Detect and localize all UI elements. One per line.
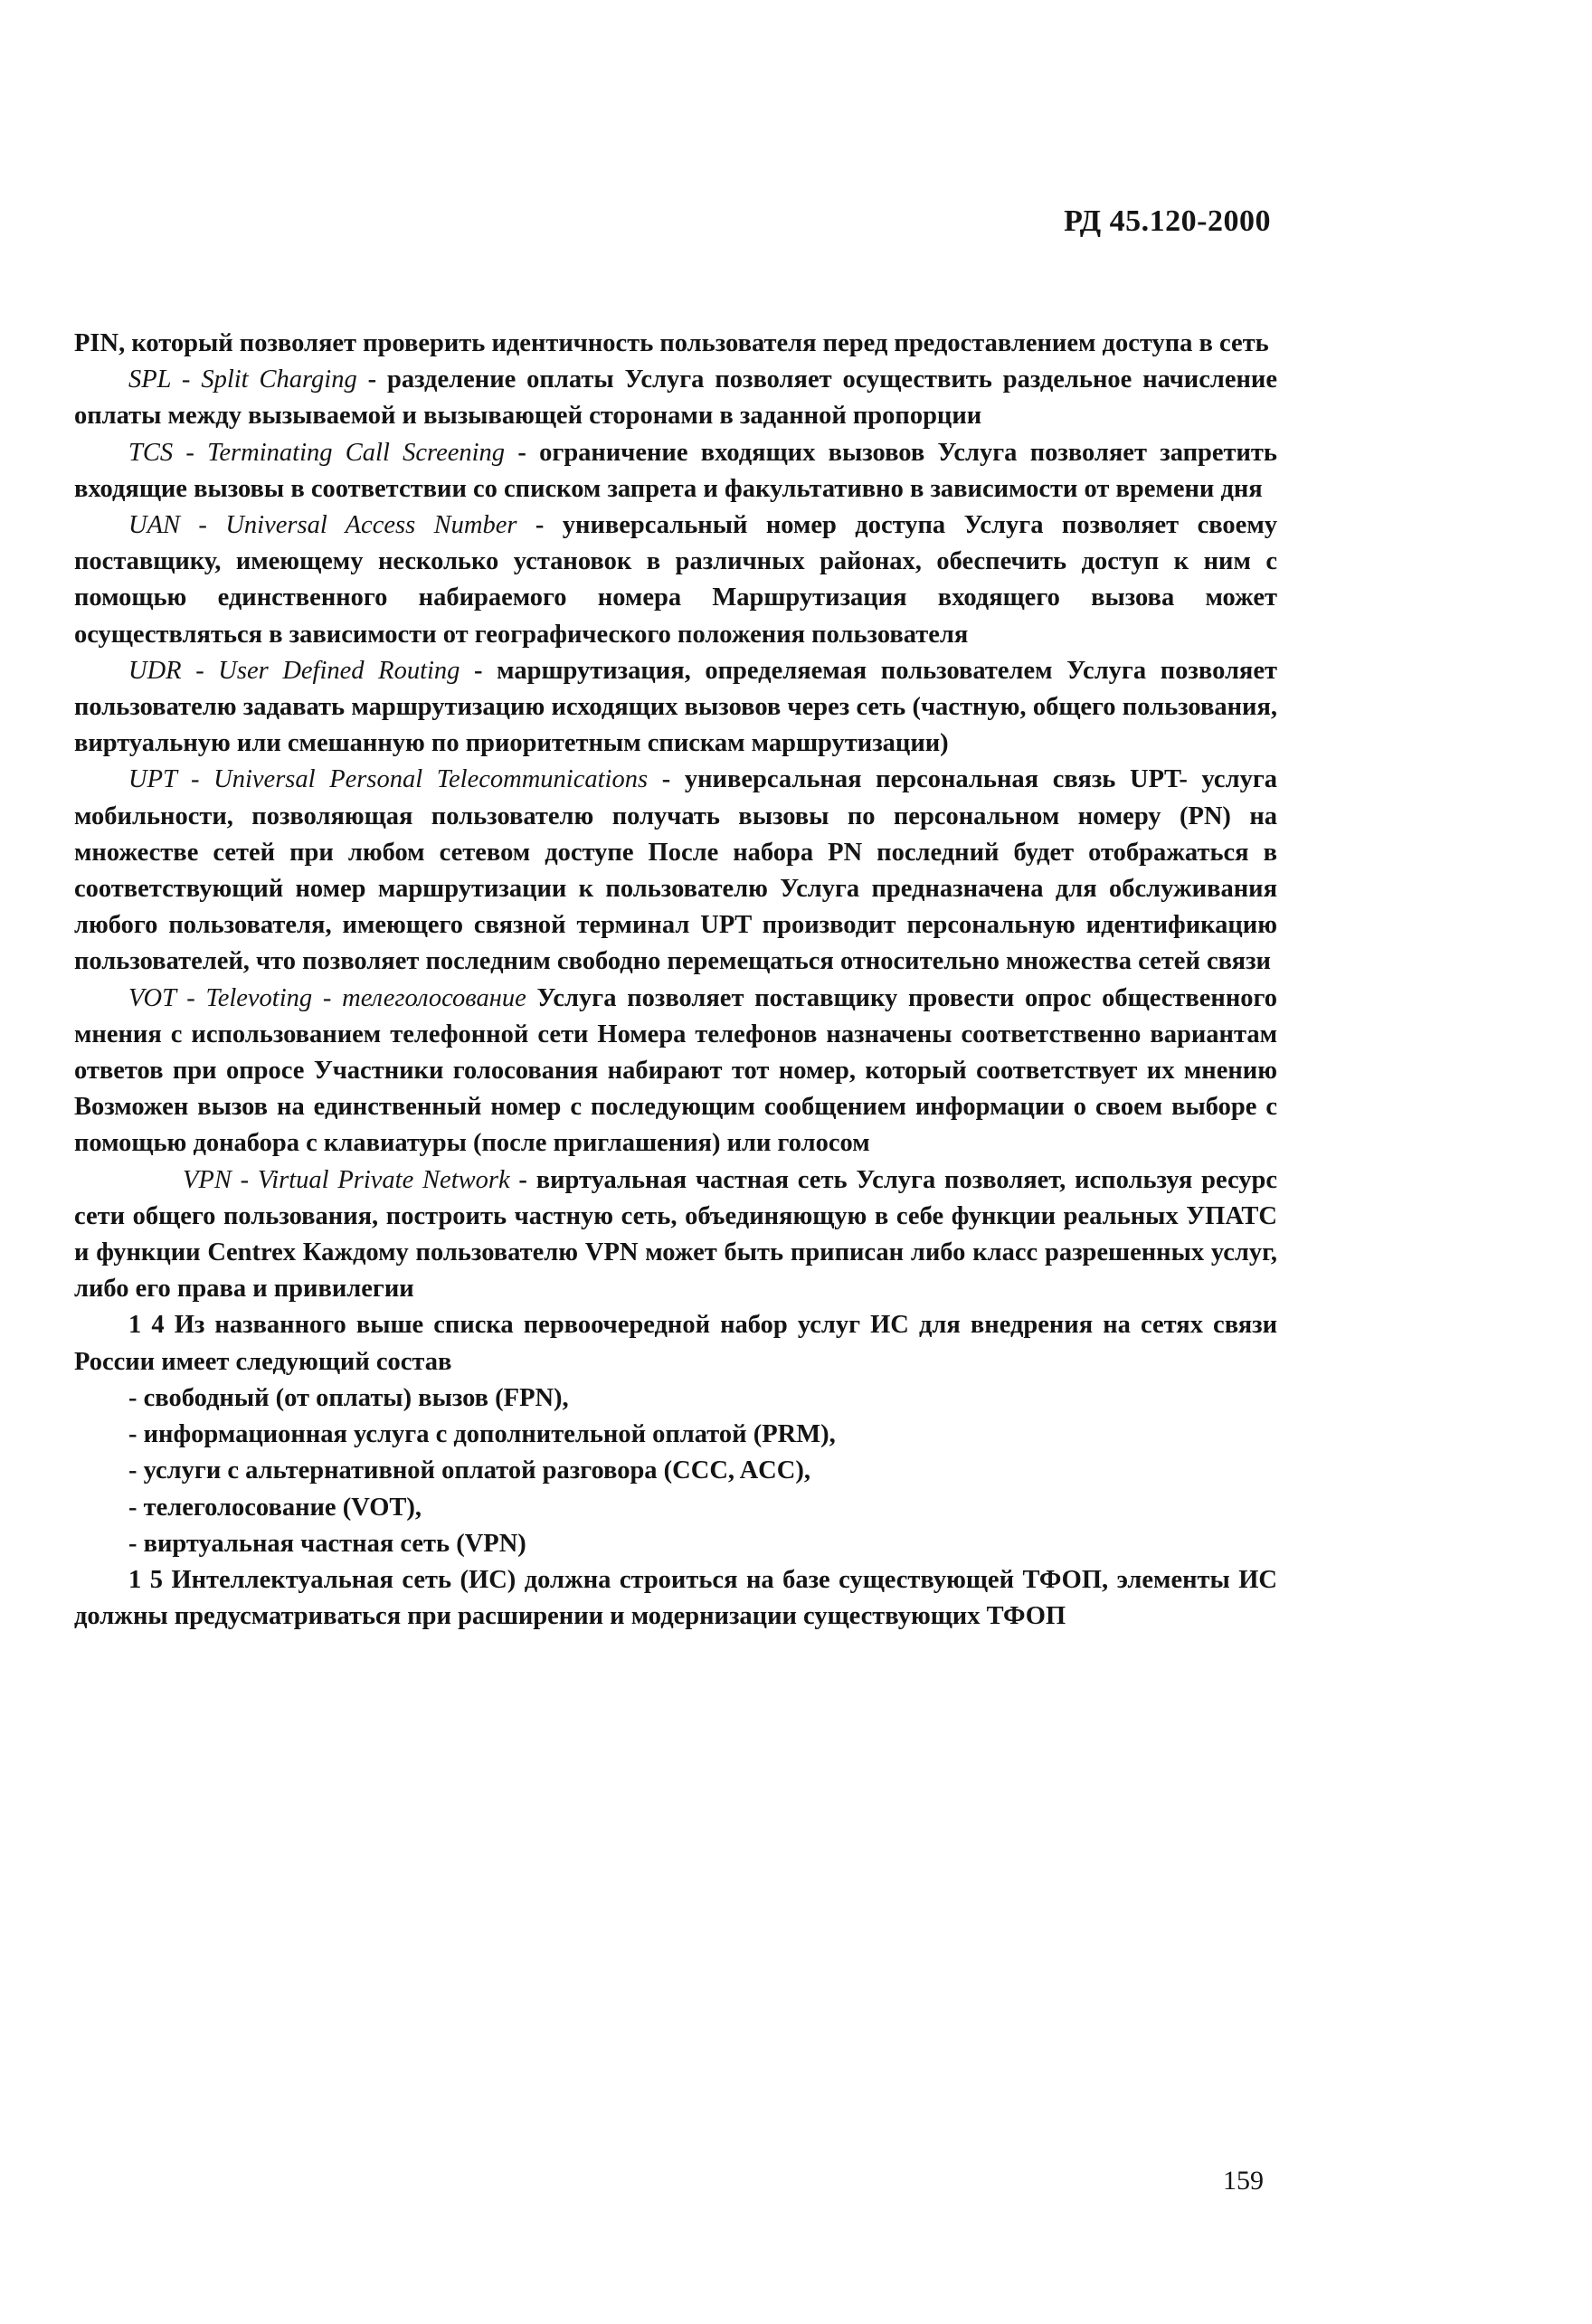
term-vot: VOT - Televoting - телеголосование [128,983,526,1012]
paragraph-1-5: 1 5 Интеллектуальная сеть (ИС) должна строиться на базе существующей ТФОП, элементы ИС должны предусматриваться при расширении и модернизации существующих ТФОП [74,1565,1277,1631]
list-item: - свободный (от оплаты) вызов (FPN), [128,1383,569,1412]
definition-vpn: - виртуальная частная сеть Услуга позволяет, используя ресурс сети общего пользования, построить частную сеть, объединяющую в себе функции реальных УПАТС и функции Centrex Каждому пользователю VPN может быть приписан либо класс разрешенных услуг, либо его права и привилегии [74,1165,1277,1304]
document-code: РД 45.120-2000 [1064,204,1271,238]
list-item: - телеголосование (VOT), [128,1493,422,1522]
paragraph-uan [74,507,1277,653]
term-upt: UPT - Universal Personal Telecommunications [128,765,649,794]
term-uan: UAN - Universal Access Number [128,511,517,540]
definition-vot: Услуга позволяет поставщику провести опрос общественного мнения с использованием телефонной сети Номера телефонов назначены соответственно вариантам ответов при опросе Участники голосования набирают тот номер, который соответствует их мнению Возможен вызов на единственный номер с последующим сообщением информации о своем выборе с помощью донабора с клавиатуры (после приглашения) или голосом [74,983,1277,1158]
page-number: 159 [1223,2166,1264,2196]
paragraph-udr [74,653,1277,763]
term-vpn: VPN - Virtual Private Network [183,1165,510,1194]
list-item: - информационная услуга с дополнительной оплатой (PRM), [128,1420,836,1449]
term-tcs: TCS - Terminating Call Screening [128,438,506,467]
definition-uan: - универсальный номер доступа Услуга позволяет своему поставщику, имеющему несколько установок в различных районах, обеспечить доступ к ним с помощью единственного набираемого номера Маршрутизация входящего вызова может осуществляться в зависимости от географического положения пользователя [74,511,1277,649]
paragraph-upt [74,762,1277,980]
term-spl: SPL - Split Charging [128,365,357,394]
list-item: - услуги с альтернативной оплатой разговора (CCC, ACC), [128,1456,810,1485]
paragraph-spl [74,362,1277,434]
paragraph-vot [74,981,1277,1162]
paragraph-vpn [74,1162,1277,1308]
definition-upt: - универсальная персональная связь UPT- услуга мобильности, позволяющая пользователю получать вызовы по персональном номеру (PN) на множестве сетей при любом сетевом доступе После набора PN последний будет отображаться в соответствующий номер маршрутизации к пользователю Услуга предназначена для обслуживания любого пользователя, имеющего связной терминал UPT производит персональную идентификацию пользователей, что позволяет последним свободно перемещаться относительно множества сетей связи [74,765,1278,976]
definition-tcs: - ограничение входящих вызовов Услуга позволяет запретить входящие вызовы в соответствии со списком запрета и факультативно в зависимости от времени дня [74,438,1277,503]
paragraph-1-4: 1 4 Из названного выше списка первоочередной набор услуг ИС для внедрения на сетях связи России имеет следующий состав [74,1311,1277,1376]
definition-udr: - маршрутизация, определяемая пользователем Услуга позволяет пользователю задавать маршрутизацию исходящих вызовов через сеть (частную, общего пользования, виртуальную или смешанную по приоритетным спискам маршрутизации) [74,656,1277,758]
definition-spl: - разделение оплаты Услуга позволяет осуществить раздельное начисление оплаты между вызываемой и вызывающей сторонами в заданной пропорции [74,365,1277,431]
document-body [74,326,1277,1635]
list-item: - виртуальная частная сеть (VPN) [128,1529,526,1558]
term-udr: UDR - User Defined Routing [128,656,460,685]
paragraph-tcs [74,435,1277,507]
paragraph-pin-continuation: PIN, который позволяет проверить идентичность пользователя перед предоставлением доступа в сеть [74,329,1269,357]
